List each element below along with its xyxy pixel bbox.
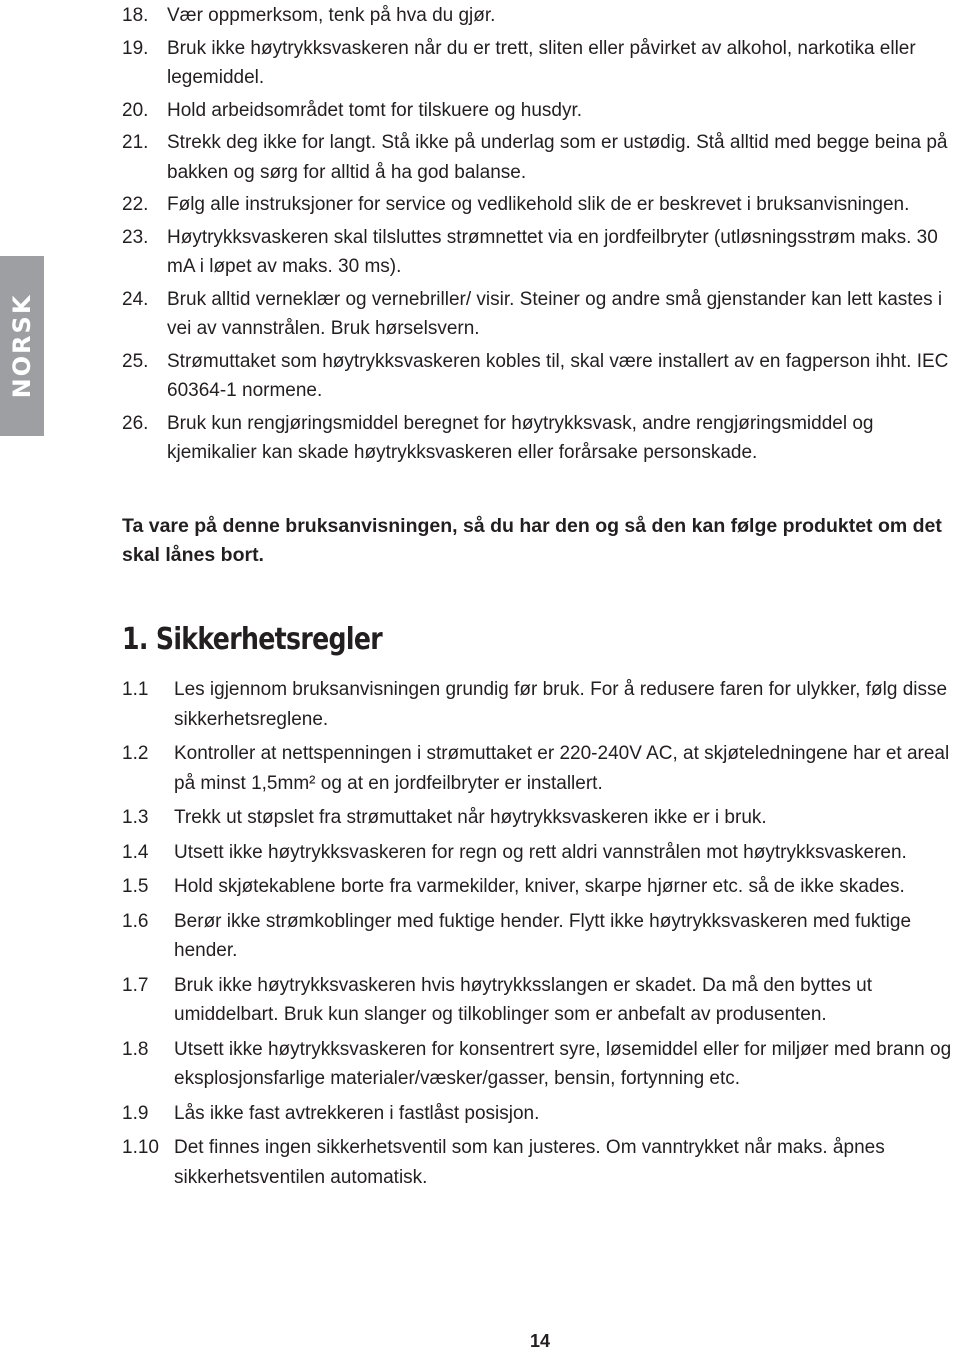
rule-number: 1.1 xyxy=(122,679,149,700)
rule-number: 1.4 xyxy=(122,841,149,863)
page-number: 14 xyxy=(529,1331,551,1351)
list-item xyxy=(122,34,958,93)
item-number: 20. xyxy=(122,99,149,121)
rule-item xyxy=(122,971,958,1030)
item-number: 22. xyxy=(122,194,149,215)
list-item xyxy=(122,96,958,126)
rule-text: Trekk ut støpslet fra strømuttaket når høytrykksvaskeren ikke er i bruk. xyxy=(174,807,767,828)
rule-text: Kontroller at nettspenningen i strømuttaket er 220-240V AC, at skjøteledningene har et areal på minst 1,5mm² og at en jordfeilbryter er installert. xyxy=(174,743,950,794)
rule-text: Utsett ikke høytrykksvaskeren for konsentrert syre, løsemiddel eller for miljøer med brann og eksplosjonsfarlige materialer/væsker/gasser, bensin, fortynning etc. xyxy=(174,1038,952,1089)
section-heading: 1. Sikkerhetsregler xyxy=(122,622,383,657)
rule-item xyxy=(122,872,958,902)
rule-item xyxy=(122,1133,958,1192)
rule-text: Bruk ikke høytrykksvaskeren hvis høytrykksslangen er skadet. Da må den byttes ut umiddelbart. Bruk kun slanger og tilkoblinger som er anbefalt av produsenten. xyxy=(174,974,872,1025)
rule-item xyxy=(122,838,958,868)
rule-text: Utsett ikke høytrykksvaskeren for regn og rett aldri vannstrålen mot høytrykksvaskeren. xyxy=(174,841,907,863)
item-number: 25. xyxy=(122,350,149,372)
list-item xyxy=(122,347,958,406)
rule-number: 1.5 xyxy=(122,876,149,897)
safety-items-list xyxy=(122,1,958,471)
list-item xyxy=(122,1,958,31)
item-number: 21. xyxy=(122,132,149,153)
rule-number: 1.7 xyxy=(122,974,149,996)
rule-item xyxy=(122,907,958,966)
item-text: Bruk kun rengjøringsmiddel beregnet for høytrykksvask, andre rengjøringsmiddel og kjemikalier kan skade høytrykksvaskeren eller forårsake personskade. xyxy=(167,412,874,463)
rule-number: 1.3 xyxy=(122,807,149,828)
rule-text: Les igjennom bruksanvisningen grundig før bruk. For å redusere faren for ulykker, følg disse sikkerhetsreglene. xyxy=(174,679,948,730)
rule-item xyxy=(122,675,958,734)
rule-text: Hold skjøtekablene borte fra varmekilder, kniver, skarpe hjørner etc. så de ikke skades. xyxy=(174,876,905,897)
rule-text: Det finnes ingen sikkerhetsventil som kan justeres. Om vanntrykket når maks. åpnes sikkerhetsventilen automatisk. xyxy=(174,1137,885,1188)
rule-number: 1.10 xyxy=(122,1137,159,1158)
item-text: Strekk deg ikke for langt. Stå ikke på underlag som er ustødig. Stå alltid med begge beina på bakken og sørg for alltid å ha god balanse. xyxy=(167,132,948,183)
rule-item xyxy=(122,1099,958,1129)
rule-number: 1.8 xyxy=(122,1038,149,1060)
item-number: 18. xyxy=(122,5,149,26)
item-text: Hold arbeidsområdet tomt for tilskuere og husdyr. xyxy=(167,99,583,121)
list-item xyxy=(122,409,958,468)
language-label: NORSK xyxy=(8,293,36,399)
rule-item xyxy=(122,803,958,833)
item-text: Bruk ikke høytrykksvaskeren når du er trett, sliten eller påvirket av alkohol, narkotika eller legemiddel. xyxy=(167,37,916,88)
item-text: Følg alle instruksjoner for service og vedlikehold slik de er beskrevet i bruksanvisningen. xyxy=(167,194,910,215)
list-item xyxy=(122,128,958,187)
rule-item xyxy=(122,739,958,798)
rule-number: 1.2 xyxy=(122,743,149,764)
item-text: Bruk alltid verneklær og vernebriller/ visir. Steiner og andre små gjenstander kan lett kastes i vei av vannstrålen. Bruk hørselsvern. xyxy=(167,288,943,339)
language-side-tab xyxy=(0,256,44,436)
item-text: Vær oppmerksom, tenk på hva du gjør. xyxy=(167,5,496,26)
rule-number: 1.9 xyxy=(122,1102,149,1124)
rule-text: Lås ikke fast avtrekkeren i fastlåst posisjon. xyxy=(174,1102,540,1124)
rule-number: 1.6 xyxy=(122,910,149,932)
safety-rules-list xyxy=(122,675,958,1197)
item-text: Strømuttaket som høytrykksvaskeren kobles til, skal være installert av en fagperson ihht. IEC 60364-1 normene. xyxy=(167,350,949,401)
rule-text: Berør ikke strømkoblinger med fuktige hender. Flytt ikke høytrykksvaskeren med fuktige hender. xyxy=(174,910,912,961)
item-number: 26. xyxy=(122,412,149,434)
list-item xyxy=(122,285,958,344)
item-number: 24. xyxy=(122,288,149,310)
list-item xyxy=(122,223,958,282)
item-number: 23. xyxy=(122,226,149,248)
item-text: Høytrykksvaskeren skal tilsluttes strømnettet via en jordfeilbryter (utløsningsstrøm maks. 30 mA i løpet av maks. 30 ms). xyxy=(167,226,938,277)
rule-item xyxy=(122,1035,958,1094)
list-item xyxy=(122,190,958,220)
keep-manual-note: Ta vare på denne bruksanvisningen, så du har den og så den kan følge produktet om det skal lånes bort. xyxy=(122,515,942,566)
item-number: 19. xyxy=(122,37,149,59)
